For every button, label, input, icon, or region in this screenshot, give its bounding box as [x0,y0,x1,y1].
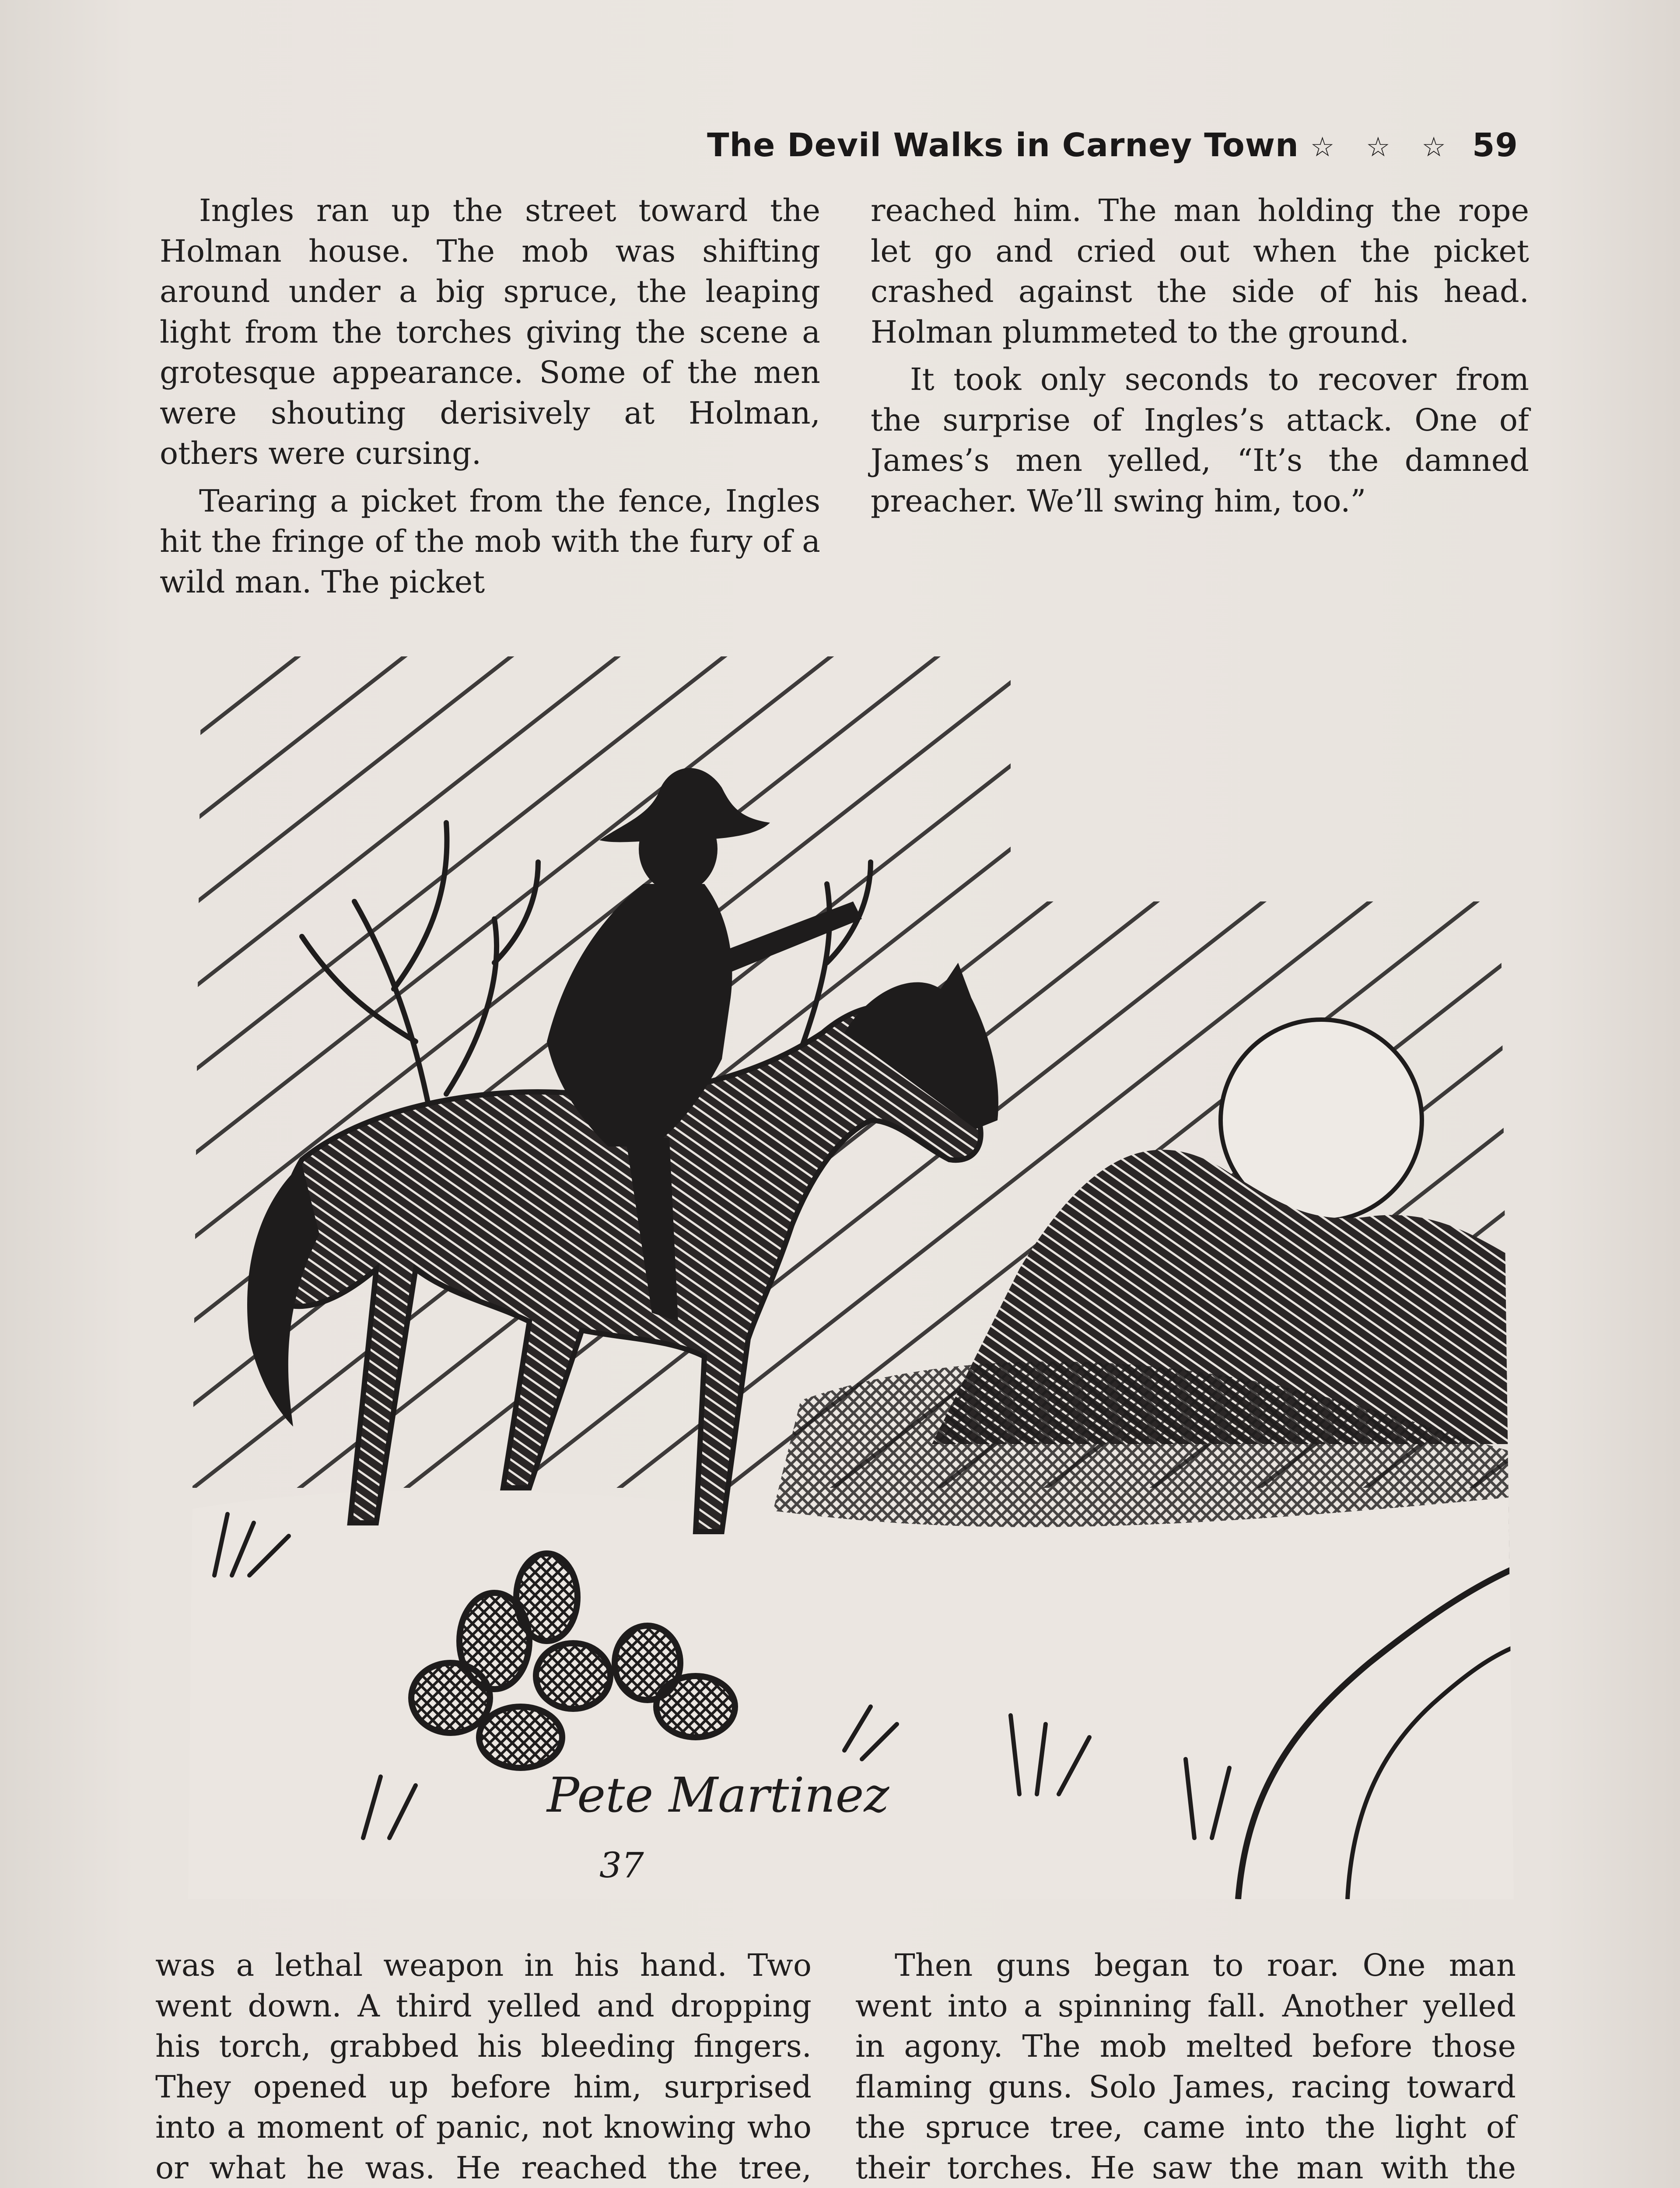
running-title: The Devil Walks in Carney Town [707,126,1299,164]
text-column-bottom-left [155,1945,812,2188]
paragraph: Tearing a picket from the fence, Ingles hit the fringe of the mob with the fury of a wild man. The picket [160,483,820,600]
page-number: 59 [1472,126,1518,164]
text-column-bottom-right [855,1945,1516,2188]
illustration-horseman [188,656,1518,1899]
artist-signature: Pete Martinez [547,1767,889,1823]
running-header [656,126,1518,164]
scene [188,656,1518,1899]
paragraph: was a lethal weapon in his hand. Two went down. A third yelled and dropping his torch, grabbed his bleeding fingers. They opened up before him, surprised into a moment of panic, not knowing who or what he was. He reached the tree, [155,1947,812,2186]
paragraph: Then guns began to roar. One man went into a spinning fall. Another yelled in agony. The mob melted before those flaming guns. Solo James, racing toward the spruce tree, came into the light of their torches. He saw the man with the [855,1947,1516,2186]
artist-signature-year: 37 [599,1845,644,1886]
text-column-top-left [160,190,820,604]
star-ornament-icon: ☆ ☆ ☆ [1310,131,1458,163]
paragraph: reached him. The man holding the rope let go and cried out when the picket crashed against the side of his head. Holman plummeted to the ground. [871,193,1529,350]
text-column-top-right [871,190,1529,604]
paragraph: It took only seconds to recover from the surprise of Ingles’s attack. One of James’s men yelled, “It’s the damned preacher. We’ll swing him, too.” [871,361,1529,519]
paragraph: Ingles ran up the street toward the Holman house. The mob was shifting around under a big spruce, the leaping light from the torches giving the scene a grotesque appearance. Some of the men were shouting derisively at Holman, others were cursing. [160,193,820,471]
